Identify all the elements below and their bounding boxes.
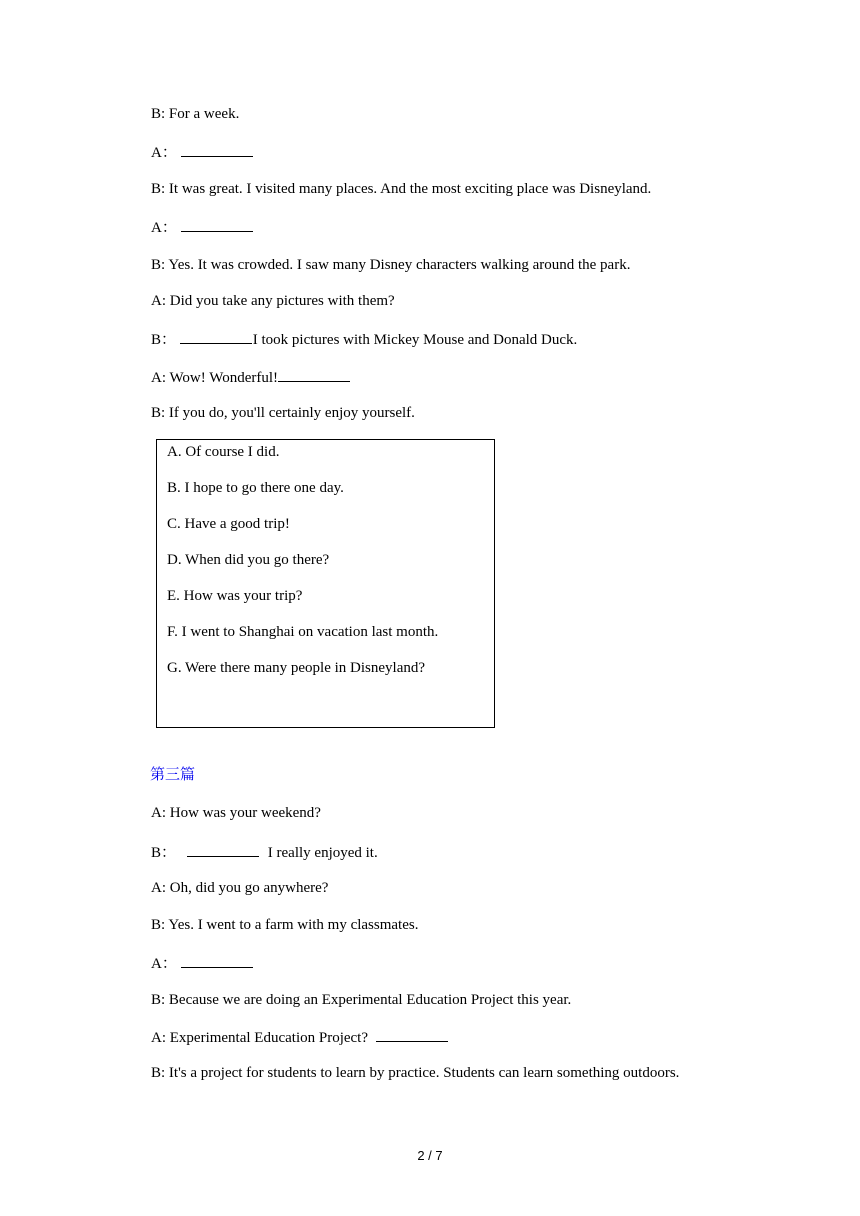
speaker-label: B： xyxy=(151,845,177,861)
answer-blank[interactable] xyxy=(181,953,253,968)
dialogue-line-with-blank xyxy=(151,953,254,973)
option-d: D. When did you go there? xyxy=(167,552,330,568)
dialogue-line-with-blank xyxy=(151,1027,449,1047)
answer-blank[interactable] xyxy=(187,842,259,857)
dialogue-line: B: Yes. I went to a farm with my classmates. xyxy=(151,917,419,933)
option-c: C. Have a good trip! xyxy=(167,516,290,532)
dialogue-line: B: If you do, you'll certainly enjoy yourself. xyxy=(151,405,415,421)
dialogue-line: B: It was great. I visited many places. And the most exciting place was Disneyland. xyxy=(151,181,652,197)
dialogue-text: I took pictures with Mickey Mouse and Donald Duck. xyxy=(252,332,578,348)
dialogue-text: I really enjoyed it. xyxy=(267,845,378,861)
answer-blank[interactable] xyxy=(376,1027,448,1042)
dialogue-line: B: Yes. It was crowded. I saw many Disney characters walking around the park. xyxy=(151,257,631,273)
page-number: 2 / 7 xyxy=(417,1148,443,1163)
answer-blank[interactable] xyxy=(181,217,253,232)
dialogue-line-with-blank xyxy=(151,329,577,349)
dialogue-line-with-blank xyxy=(151,842,378,862)
speaker-label: B： xyxy=(151,332,177,348)
option-b: B. I hope to go there one day. xyxy=(167,480,344,496)
speaker-label: A： xyxy=(151,145,177,161)
dialogue-line-with-blank xyxy=(151,217,254,237)
option-e: E. How was your trip? xyxy=(167,588,303,604)
answer-blank[interactable] xyxy=(180,329,252,344)
section-heading: 第三篇 xyxy=(150,765,196,783)
dialogue-line: B: It's a project for students to learn by practice. Students can learn something outdoors. xyxy=(151,1065,680,1081)
speaker-label: A： xyxy=(151,220,177,236)
dialogue-line: A: How was your weekend? xyxy=(151,805,321,821)
dialogue-text: A: Experimental Education Project? xyxy=(151,1030,369,1046)
dialogue-line: B: Because we are doing an Experimental Education Project this year. xyxy=(151,992,572,1008)
dialogue-line-with-blank xyxy=(151,367,351,387)
answer-blank[interactable] xyxy=(278,367,350,382)
dialogue-text: A: Wow! Wonderful! xyxy=(151,370,279,386)
option-f: F. I went to Shanghai on vacation last month. xyxy=(167,624,439,640)
dialogue-line: A: Did you take any pictures with them? xyxy=(151,293,395,309)
dialogue-line: B: For a week. xyxy=(151,106,240,122)
options-box xyxy=(156,439,495,728)
option-g: G. Were there many people in Disneyland? xyxy=(167,660,426,676)
dialogue-line: A: Oh, did you go anywhere? xyxy=(151,880,329,896)
dialogue-line-with-blank xyxy=(151,142,254,162)
option-a: A. Of course I did. xyxy=(167,444,280,460)
speaker-label: A： xyxy=(151,956,177,972)
answer-blank[interactable] xyxy=(181,142,253,157)
